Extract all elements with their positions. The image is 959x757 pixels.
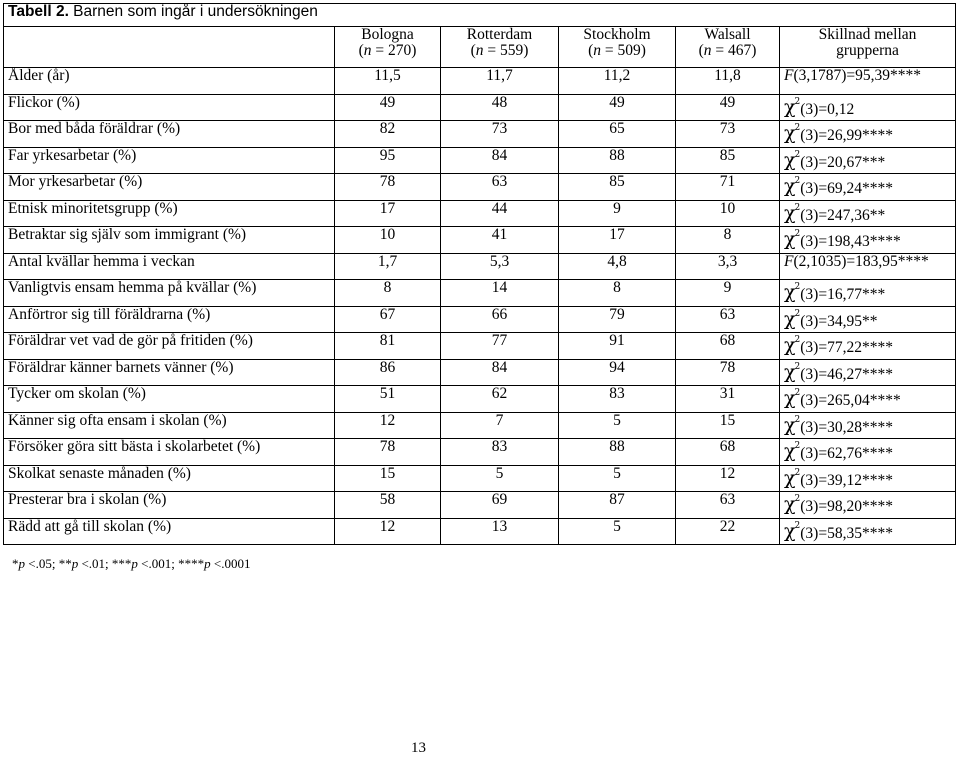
chi-square-symbol	[784, 122, 800, 144]
stat-text: (3)=46,27****	[800, 365, 893, 383]
cell-stat	[780, 306, 956, 333]
caption-text: Barnen som ingår i undersökningen	[68, 3, 318, 20]
table-row	[4, 253, 956, 280]
chi-letter: χ	[784, 281, 796, 303]
chi-square-symbol	[784, 387, 800, 409]
table-row	[4, 121, 956, 148]
row-label: Antal kvällar hemma i veckan	[4, 253, 335, 280]
cell-value: 81	[335, 333, 441, 360]
row-label: Ålder (år)	[4, 68, 335, 95]
stat-text: (3)=34,95**	[800, 312, 878, 330]
cell-value: 91	[559, 333, 676, 360]
cell-value: 85	[559, 174, 676, 201]
header-n: (n = 559)	[470, 42, 529, 60]
cell-value: 8	[676, 227, 780, 254]
chi-letter: χ	[784, 413, 796, 436]
row-label: Föräldrar vet vad de gör på fritiden (%)	[4, 333, 335, 360]
cell-value: 15	[335, 465, 441, 492]
table-row	[4, 359, 956, 386]
cell-value: 65	[559, 121, 676, 148]
cell-value: 5,3	[441, 253, 559, 280]
data-table	[3, 3, 956, 545]
stat-text: (3)=77,22****	[800, 339, 893, 356]
row-label: Betraktar sig själv som immigrant (%)	[4, 227, 335, 254]
chi-letter: χ	[784, 440, 796, 462]
header-name: Rotterdam	[466, 26, 533, 43]
cell-value: 5	[441, 465, 559, 492]
header-empty	[4, 27, 335, 68]
cell-stat	[780, 333, 956, 360]
cell-value: 12	[335, 412, 441, 439]
chi-superscript: 2	[794, 520, 801, 531]
cell-value: 15	[676, 412, 780, 439]
header-walsall	[676, 27, 780, 68]
stat-text: (3)=20,67***	[800, 153, 886, 171]
cell-value: 83	[559, 386, 676, 413]
stat-text: (3)=69,24****	[800, 180, 893, 197]
cell-value: 13	[441, 518, 559, 545]
cell-value: 88	[559, 147, 676, 174]
cell-value: 17	[335, 200, 441, 227]
header-row	[4, 27, 956, 68]
cell-value: 68	[676, 439, 780, 466]
chi-superscript: 2	[794, 202, 801, 213]
cell-value: 78	[676, 359, 780, 386]
chi-square-symbol	[784, 440, 800, 462]
table-row	[4, 439, 956, 466]
table-row	[4, 280, 956, 307]
cell-value: 73	[441, 121, 559, 148]
chi-superscript: 2	[794, 335, 801, 345]
table-row	[4, 518, 956, 545]
table-row	[4, 492, 956, 519]
header-diff-line2: grupperna	[836, 42, 899, 60]
cell-value: 73	[676, 121, 780, 148]
chi-superscript: 2	[794, 467, 801, 478]
row-label: Presterar bra i skolan (%)	[4, 492, 335, 519]
stat-text: (3)=62,76****	[800, 445, 893, 462]
caption-label: Tabell 2.	[8, 3, 69, 20]
cell-stat	[780, 174, 956, 201]
cell-value: 44	[441, 200, 559, 227]
row-label: Skolkat senaste månaden (%)	[4, 465, 335, 492]
chi-square-symbol	[784, 281, 800, 303]
cell-stat	[780, 439, 956, 466]
chi-superscript: 2	[794, 176, 801, 186]
cell-value: 12	[676, 465, 780, 492]
cell-value: 11,7	[441, 68, 559, 95]
cell-value: 84	[441, 359, 559, 386]
cell-value: 71	[676, 174, 780, 201]
row-label: Mor yrkesarbetar (%)	[4, 174, 335, 201]
row-label: Försöker göra sitt bästa i skolarbetet (%)	[4, 439, 335, 466]
stat-text: (2,1035)=183,95****	[793, 252, 929, 270]
cell-value: 11,8	[676, 68, 780, 95]
header-n: (n = 509)	[588, 42, 646, 60]
cell-value: 14	[441, 280, 559, 307]
row-label: Flickor (%)	[4, 94, 335, 121]
chi-letter: χ	[784, 95, 796, 118]
cell-value: 3,3	[676, 253, 780, 280]
chi-superscript: 2	[794, 229, 801, 239]
cell-value: 77	[441, 333, 559, 360]
chi-square-symbol	[784, 228, 800, 250]
stat-text: (3,1787)=95,39****	[793, 67, 922, 84]
chi-letter: χ	[784, 466, 796, 489]
stat-text: (3)=247,36**	[800, 206, 886, 224]
table-row	[4, 94, 956, 121]
table-row	[4, 333, 956, 360]
cell-stat	[780, 200, 956, 227]
row-label: Känner sig ofta ensam i skolan (%)	[4, 412, 335, 439]
chi-superscript: 2	[794, 441, 801, 451]
chi-square-symbol	[784, 334, 800, 356]
cell-value: 86	[335, 359, 441, 386]
chi-square-symbol	[784, 149, 800, 171]
cell-value: 95	[335, 147, 441, 174]
cell-value: 88	[559, 439, 676, 466]
cell-value: 9	[559, 200, 676, 227]
chi-square-symbol	[784, 175, 800, 197]
chi-superscript: 2	[794, 414, 801, 425]
chi-letter: χ	[784, 519, 796, 542]
cell-stat	[780, 359, 956, 386]
header-diff-line1: Skillnad mellan	[818, 26, 917, 43]
stat-text: (3)=265,04****	[800, 392, 901, 409]
cell-value: 10	[676, 200, 780, 227]
chi-letter: χ	[784, 148, 796, 171]
cell-value: 5	[559, 465, 676, 492]
stat-text: (3)=98,20****	[800, 498, 893, 515]
cell-value: 63	[676, 492, 780, 519]
table-row	[4, 68, 956, 95]
cell-value: 7	[441, 412, 559, 439]
cell-value: 41	[441, 227, 559, 254]
chi-superscript: 2	[794, 494, 801, 504]
stat-text: (3)=16,77***	[800, 286, 886, 303]
stat-text: (3)=58,35****	[800, 524, 893, 542]
chi-letter: χ	[784, 334, 796, 356]
header-rotterdam	[441, 27, 559, 68]
cell-value: 85	[676, 147, 780, 174]
cell-value: 31	[676, 386, 780, 413]
cell-value: 49	[676, 94, 780, 121]
cell-value: 94	[559, 359, 676, 386]
chi-letter: χ	[784, 228, 796, 250]
cell-value: 11,5	[335, 68, 441, 95]
cell-stat	[780, 412, 956, 439]
cell-stat	[780, 68, 956, 95]
stat-text: (3)=26,99****	[800, 127, 893, 144]
header-stockholm	[559, 27, 676, 68]
cell-value: 17	[559, 227, 676, 254]
cell-value: 12	[335, 518, 441, 545]
chi-superscript: 2	[794, 96, 801, 107]
chi-square-symbol	[784, 520, 800, 542]
cell-value: 78	[335, 174, 441, 201]
chi-letter: χ	[784, 387, 796, 409]
cell-stat	[780, 518, 956, 545]
row-label: Etnisk minoritetsgrupp (%)	[4, 200, 335, 227]
cell-value: 10	[335, 227, 441, 254]
cell-value: 9	[676, 280, 780, 307]
cell-stat	[780, 121, 956, 148]
cell-value: 49	[335, 94, 441, 121]
cell-value: 5	[559, 518, 676, 545]
stat-text: (3)=198,43****	[800, 233, 901, 250]
header-n: (n = 467)	[698, 42, 757, 60]
table-row	[4, 465, 956, 492]
row-label: Rädd att gå till skolan (%)	[4, 518, 335, 545]
chi-letter: χ	[784, 493, 796, 515]
header-name: Stockholm	[583, 26, 651, 43]
chi-letter: χ	[784, 307, 796, 330]
cell-stat	[780, 94, 956, 121]
cell-stat	[780, 147, 956, 174]
chi-square-symbol	[784, 202, 800, 224]
cell-value: 69	[441, 492, 559, 519]
cell-value: 79	[559, 306, 676, 333]
chi-square-symbol	[784, 96, 800, 118]
table-row	[4, 227, 956, 254]
chi-letter: χ	[784, 201, 796, 224]
chi-letter: χ	[784, 360, 796, 383]
cell-value: 11,2	[559, 68, 676, 95]
row-label: Far yrkesarbetar (%)	[4, 147, 335, 174]
cell-value: 62	[441, 386, 559, 413]
header-bologna	[335, 27, 441, 68]
row-label: Bor med båda föräldrar (%)	[4, 121, 335, 148]
chi-square-symbol	[784, 308, 800, 330]
cell-value: 78	[335, 439, 441, 466]
cell-value: 1,7	[335, 253, 441, 280]
cell-value: 58	[335, 492, 441, 519]
table-row	[4, 386, 956, 413]
header-name: Walsall	[704, 26, 751, 43]
cell-stat	[780, 492, 956, 519]
chi-superscript: 2	[794, 149, 801, 160]
header-name: Bologna	[361, 26, 414, 43]
row-label: Föräldrar känner barnets vänner (%)	[4, 359, 335, 386]
chi-superscript: 2	[794, 388, 801, 398]
cell-value: 68	[676, 333, 780, 360]
table-row	[4, 174, 956, 201]
cell-stat	[780, 386, 956, 413]
row-label: Vanligtvis ensam hemma på kvällar (%)	[4, 280, 335, 307]
table-row	[4, 306, 956, 333]
chi-square-symbol	[784, 493, 800, 515]
chi-superscript: 2	[794, 308, 801, 319]
stat-text: (3)=39,12****	[800, 471, 893, 489]
cell-value: 63	[441, 174, 559, 201]
cell-value: 82	[335, 121, 441, 148]
table-row	[4, 412, 956, 439]
cell-value: 83	[441, 439, 559, 466]
cell-value: 49	[559, 94, 676, 121]
header-difference	[780, 27, 956, 68]
cell-stat	[780, 253, 956, 280]
f-statistic-symbol: F	[784, 67, 794, 84]
chi-letter: χ	[784, 122, 796, 144]
chi-letter: χ	[784, 175, 796, 197]
chi-superscript: 2	[794, 123, 801, 133]
chi-superscript: 2	[794, 282, 801, 292]
chi-square-symbol	[784, 361, 800, 383]
cell-value: 84	[441, 147, 559, 174]
chi-superscript: 2	[794, 361, 801, 372]
row-label: Anförtror sig till föräldrarna (%)	[4, 306, 335, 333]
significance-footnote: *p <.05; **p <.01; ***p <.001; ****p <.0001	[12, 556, 251, 571]
table-caption	[4, 4, 956, 27]
cell-value: 48	[441, 94, 559, 121]
cell-value: 63	[676, 306, 780, 333]
cell-value: 8	[559, 280, 676, 307]
cell-value: 22	[676, 518, 780, 545]
cell-stat	[780, 465, 956, 492]
cell-value: 66	[441, 306, 559, 333]
chi-square-symbol	[784, 414, 800, 436]
table-row	[4, 147, 956, 174]
row-label: Tycker om skolan (%)	[4, 386, 335, 413]
stat-text: (3)=30,28****	[800, 418, 893, 436]
cell-value: 51	[335, 386, 441, 413]
f-statistic-symbol: F	[784, 252, 794, 270]
cell-value: 4,8	[559, 253, 676, 280]
cell-value: 67	[335, 306, 441, 333]
cell-stat	[780, 227, 956, 254]
cell-value: 8	[335, 280, 441, 307]
stat-text: (3)=0,12	[800, 100, 855, 118]
cell-value: 87	[559, 492, 676, 519]
header-n: (n = 270)	[358, 42, 417, 60]
chi-square-symbol	[784, 467, 800, 489]
cell-stat	[780, 280, 956, 307]
page-number: 13	[411, 740, 426, 756]
table-row	[4, 200, 956, 227]
cell-value: 5	[559, 412, 676, 439]
